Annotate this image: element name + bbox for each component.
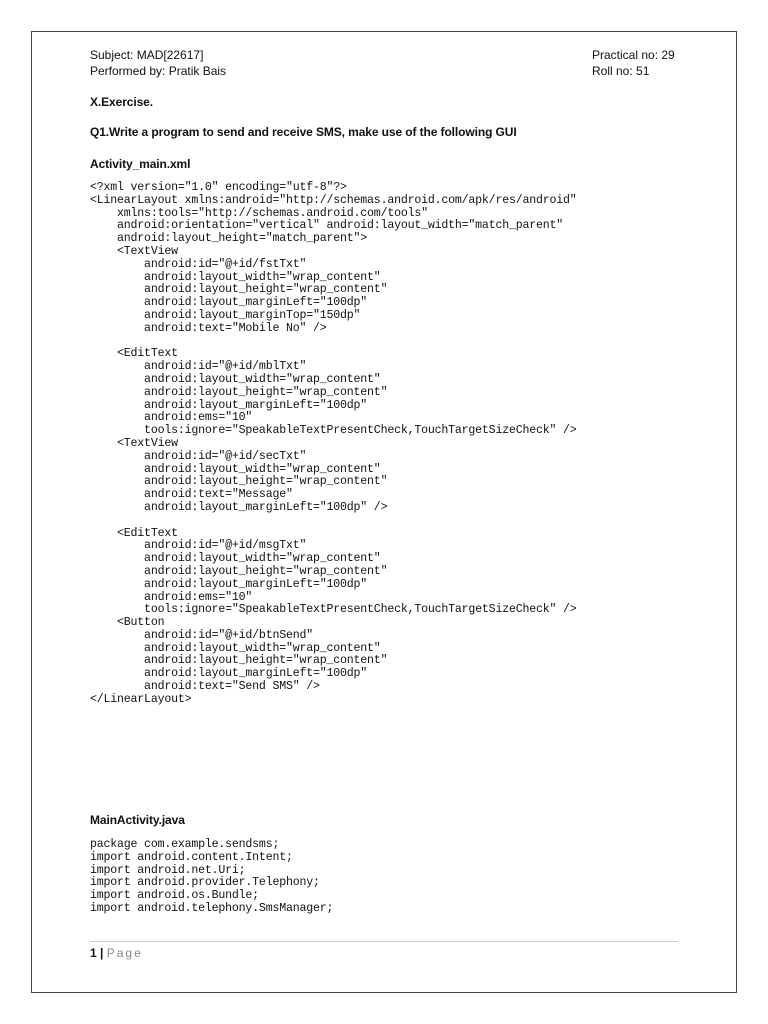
header-left (90, 47, 226, 79)
header-right (592, 47, 675, 79)
page-label: Page (106, 946, 143, 960)
footer-separator: | (100, 946, 104, 960)
page-footer (90, 945, 143, 961)
roll-no-text: Roll no: 51 (592, 64, 650, 78)
xml-code-block: <?xml version="1.0" encoding="utf-8"?> <LinearLayout xmlns:android="http://schemas.android.com/apk/res/android" xmlns:tools="http://schemas.android.com/tools" android:orientation="vertical" android:layout_width="match_parent" android:layout_height="match_parent"> <TextView android:id="@+id/fstTxt" android:layout_width="wrap_content" android:layout_height="wrap_content" android:layout_marginLeft="100dp" android:layout_marginTop="150dp" android:text="Mobile No" /> <EditText android:id="@+id/mblTxt" android:layout_width="wrap_content" android:layout_height="wrap_content" android:layout_marginLeft="100dp" android:ems="10" tools:ignore="SpeakableTextPresentCheck,TouchTargetSizeCheck" /> <TextView android:id="@+id/secTxt" android:layout_width="wrap_content" android:layout_height="wrap_content" android:text="Message" android:layout_marginLeft="100dp" /> <EditText android:id="@+id/msgTxt" android:layout_width="wrap_content" android:layout_height="wrap_content" android:layout_marginLeft="100dp" android:ems="10" tools:ignore="SpeakableTextPresentCheck,TouchTargetSizeCheck" /> <Button android:id="@+id/btnSend" android:layout_width="wrap_content" android:layout_height="wrap_content" android:layout_marginLeft="100dp" android:text="Send SMS" /> </LinearLayout> (90, 181, 577, 706)
java-code-block: package com.example.sendsms; import android.content.Intent; import android.net.Uri; import android.provider.Telephony; import android.os.Bundle; import android.telephony.SmsManager; (90, 838, 334, 915)
section-title: X.Exercise. (90, 95, 153, 109)
subject-text: Subject: MAD[22617] (90, 48, 204, 62)
page-number: 1 (90, 946, 97, 960)
file1-title: Activity_main.xml (90, 157, 191, 171)
performed-by-text: Performed by: Pratik Bais (90, 64, 227, 78)
footer-divider (90, 941, 678, 942)
question-text: Q1.Write a program to send and receive SMS, make use of the following GUI (90, 125, 517, 139)
file2-title: MainActivity.java (90, 813, 185, 827)
practical-no-text: Practical no: 29 (592, 48, 675, 62)
